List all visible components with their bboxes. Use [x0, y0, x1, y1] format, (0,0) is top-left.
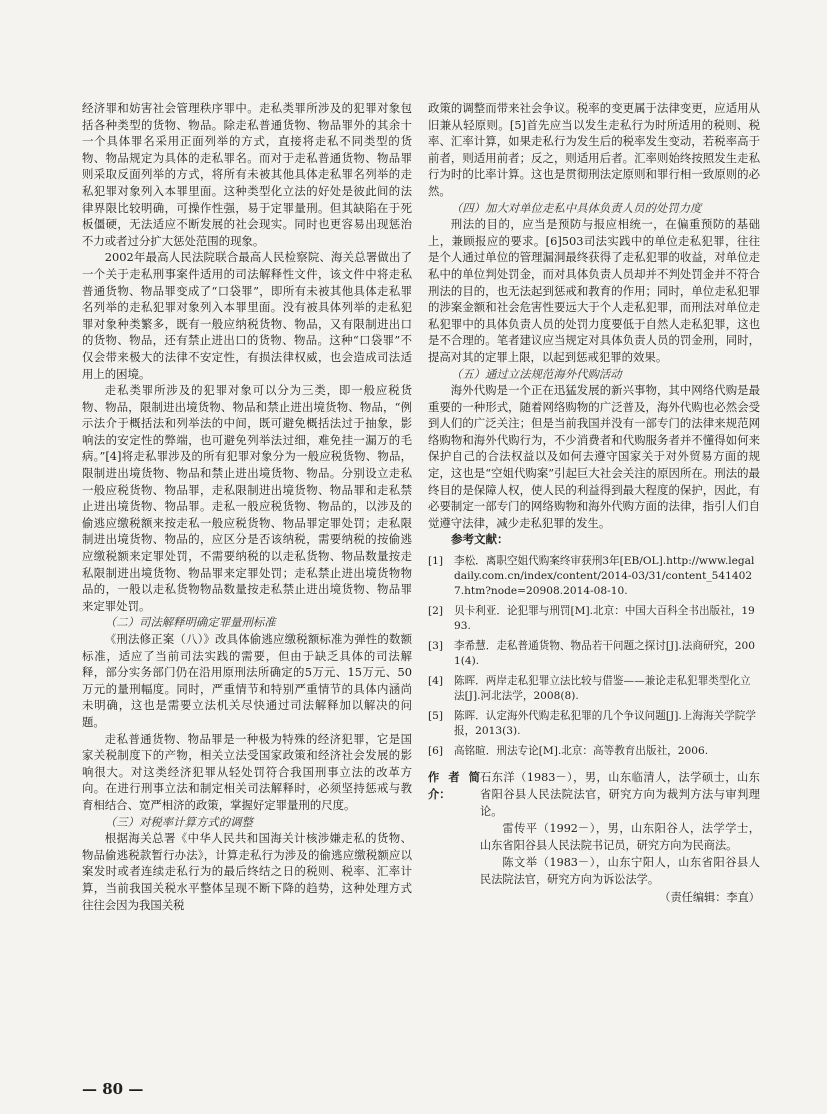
reference-text: 陈晖．两岸走私犯罪立法比较与借鉴——兼论走私犯罪类型化立法[J].河北法学，2008(8). [454, 675, 751, 703]
reference-item [428, 554, 760, 599]
left-column [82, 100, 412, 913]
right-column [428, 100, 760, 907]
reference-text: 陈晖．认定海外代购走私犯罪的几个争议问题[J].上海海关学院学报，2013(3). [454, 710, 756, 738]
body-paragraph: 走私类罪所涉及的犯罪对象可以分为三类，即一般应税货物、物品，限制进出境货物、物品和禁止进出境货物、物品，“例示法介于概括法和列举法的中间，既可避免概括法过于抽象，影响法的安定性的弊端，也可避免列举法过细，难免挂一漏万的毛病。”[4]将走私罪涉及的所有犯罪对象分为一般应税货物、物品，限制进出境货物、物品和禁止进出境货物、物品。分别设立走私一般应税货物、物品罪，走私限制进出境货物、物品罪和走私禁止进出境货物、物品罪。走私一般应税货物、物品的，以涉及的偷逃应缴税额来按走私一般应税货物、物品罪定罪处罚；走私限制进出境货物、物品的，应区分是否该纳税，需要纳税的按偷逃应缴税额来定罪处罚，不需要纳税的以走私货物、物品数量按走私限制进出境货物、物品罪来定罪处罚；走私禁止进出境货物物品的，一般以走私货物物品数量按走私禁止进出境货物、物品罪来定罪处罚。 [82, 383, 412, 613]
reference-number: [3] [428, 640, 444, 653]
body-paragraph: 经济罪和妨害社会管理秩序罪中。走私类罪所涉及的犯罪对象包括各种类型的货物、物品。除走私普通货物、物品罪外的其余十一个具体罪名采用正面列举的方式，直接将走私不同类型的货物、物品规定为具体的走私罪名。而对于走私普通货物、物品罪则采取反面列举的方式，将所有未被其他具体走私罪名列举的走私犯罪对象列入本罪里面。这种类型化立法的好处是彼此间的法律界限比较明确，可操作性强，易于定罪量刑。但其缺陷在于死板僵硬，无法适应不断发展的社会现实。同时也更容易出现惩治不力或者过分扩大惩处范围的现象。 [82, 101, 412, 248]
section-heading: （二）司法解释明确定罪量刑标准 [104, 615, 276, 630]
reference-number: [4] [428, 675, 444, 688]
reference-item [428, 604, 760, 634]
author-info-label: 作者简介： [428, 770, 480, 802]
reference-number: [6] [428, 745, 444, 758]
author-entry: 石东洋（1983－），男，山东临清人，法学硕士，山东省阳谷县人民法院法官，研究方向为裁判方法与审判理论。 [480, 771, 760, 819]
body-paragraph: 2002年最高人民法院联合最高人民检察院、海关总署做出了一个关于走私刑事案件适用的司法解释性文件，该文件中将走私普通货物、物品罪变成了“口袋罪”，即所有未被其他具体走私罪名列举的走私犯罪对象列入本罪里面。没有被具体列举的走私犯罪对象种类繁多，既有一般应纳税货物、物品，又有限制进出口的货物、物品，还有禁止进出口的货物、物品。这种“口袋罪”不仅会带来极大的法律不安定性，有损法律权威，也会造成司法适用上的困境。 [82, 250, 412, 381]
author-entry: 雷传平（1992－），男，山东阳谷人，法学学士，山东省阳谷县人民法院书记员，研究方向为民商法。 [480, 822, 760, 853]
body-paragraph: 政策的调整而带来社会争议。税率的变更属于法律变更，应适用从旧兼从轻原则。[5]首先应当以发生走私行为时所适用的税则、税率、汇率计算，如果走私行为发生后的税率发生变动，若税率高于前者，则适用前者；反之，则适用后者。汇率则始终按照发生走私行为时的比率计算。这也是贯彻刑法定原则和罪行相一致原则的必然。 [428, 101, 760, 198]
page-number: — 80 — [82, 1080, 144, 1098]
reference-item [428, 709, 760, 739]
section-heading: （四）加大对单位走私中具体负责人员的处罚力度 [450, 200, 702, 215]
section-heading: （三）对税率计算方式的调整 [104, 814, 253, 829]
body-paragraph: 走私普通货物、物品罪是一种极为特殊的经济犯罪，它是国家关税制度下的产物，相关立法受国家政策和经济社会发展的影响很大。对这类经济犯罪从轻处罚符合我国刑事立法的改革方向。在进行刑事立法和制定相关司法解释时，必须坚持惩戒与教育相结合、宽严相济的政策，掌握好定罪量刑的尺度。 [82, 731, 412, 812]
reference-text: 高铭暄．刑法专论[M].北京：高等教育出版社，2006. [454, 745, 709, 758]
reference-item [428, 744, 760, 759]
references-title: 参考文献： [451, 532, 509, 547]
reference-number: [2] [428, 605, 444, 618]
author-info-body [480, 769, 760, 888]
reference-number: [5] [428, 710, 444, 723]
references-list [428, 554, 760, 759]
reference-text: 李希慧．走私普通货物、物品若干问题之探讨[J].法商研究，2001(4). [454, 640, 755, 668]
reference-number: [1] [428, 555, 444, 568]
body-paragraph: 海外代购是一个正在迅猛发展的新兴事物，其中网络代购是最重要的一种形式，随着网络购物的广泛普及，海外代购也必然会受到人们的广泛关注；但是当前我国并没有一部专门的法律来规范网络购物和海外代购行为，不少消费者和代购服务者并不懂得如何来保护自己的合法权益以及如何去遵守国家关于对外贸易方面的规定，这也是“空姐代购案”引起巨大社会关注的原因所在。刑法的最终目的是保障人权，使人民的利益得到最大程度的保护，因此，有必要制定一部专门的网络购物和海外代购方面的法律，指引人们自觉遵守法律，减少走私犯罪的发生。 [428, 383, 760, 530]
reference-item [428, 674, 760, 704]
reference-text: 贝卡利亚．论犯罪与刑罚[M].北京：中国大百科全书出版社，1993. [454, 605, 755, 633]
author-entry: 陈文举（1983－），山东宁阳人，山东省阳谷县人民法院法官，研究方向为诉讼法学。 [480, 856, 760, 887]
body-paragraph: 根据海关总署《中华人民共和国海关计核涉嫌走私的货物、物品偷逃税款暂行办法》，计算走私行为涉及的偷逃应缴税额应以案发时或者连续走私行为的最后终结之日的税则、税率、汇率计算，当前我国关税水平整体呈现不断下降的趋势，这种处理方式往往会因为我国关税 [82, 831, 412, 912]
reference-item [428, 639, 760, 669]
body-paragraph: 《刑法修正案（八）》改具体偷逃应缴税额标准为弹性的数额标准，适应了当前司法实践的需要，但由于缺乏具体的司法解释，部分实务部门仍在沿用原刑法所确定的5万元、15万元、50万元的量刑幅度。同时，严重情节和特别严重情节的具体内涵尚未明确，这也是需要立法机关尽快通过司法解释加以解决的问题。 [82, 632, 412, 729]
editor-note: （责任编辑：李直） [659, 891, 760, 905]
section-heading: （五）通过立法规范海外代购活动 [450, 366, 622, 381]
author-info [428, 769, 760, 888]
reference-text: 李松．离职空姐代购案终审获刑3年[EB/OL].http://www.legaldaily.com.cn/index/content/2014-03/31/content_5414027.htm?node=20908.2014-08-10. [454, 555, 755, 598]
body-paragraph: 刑法的目的，应当是预防与报应相统一，在偏重预防的基础上，兼顾报应的要求。[6]503司法实践中的单位走私犯罪，往往是个人通过单位的管理漏洞最终获得了走私犯罪的收益，对单位走私中的单位判处罚金，而对具体负责人员却并不判处罚金并不符合刑法的目的，也无法起到惩戒和教育的作用；同时，单位走私犯罪的涉案金额和社会危害性要远大于个人走私犯罪，而刑法对单位走私犯罪中的具体负责人员的处罚力度要低于自然人走私犯罪，这也是不合理的。笔者建议应当规定对具体负责人员的罚金刑，同时，提高对其的定罪上限，以起到惩戒犯罪的效果。 [428, 217, 760, 364]
